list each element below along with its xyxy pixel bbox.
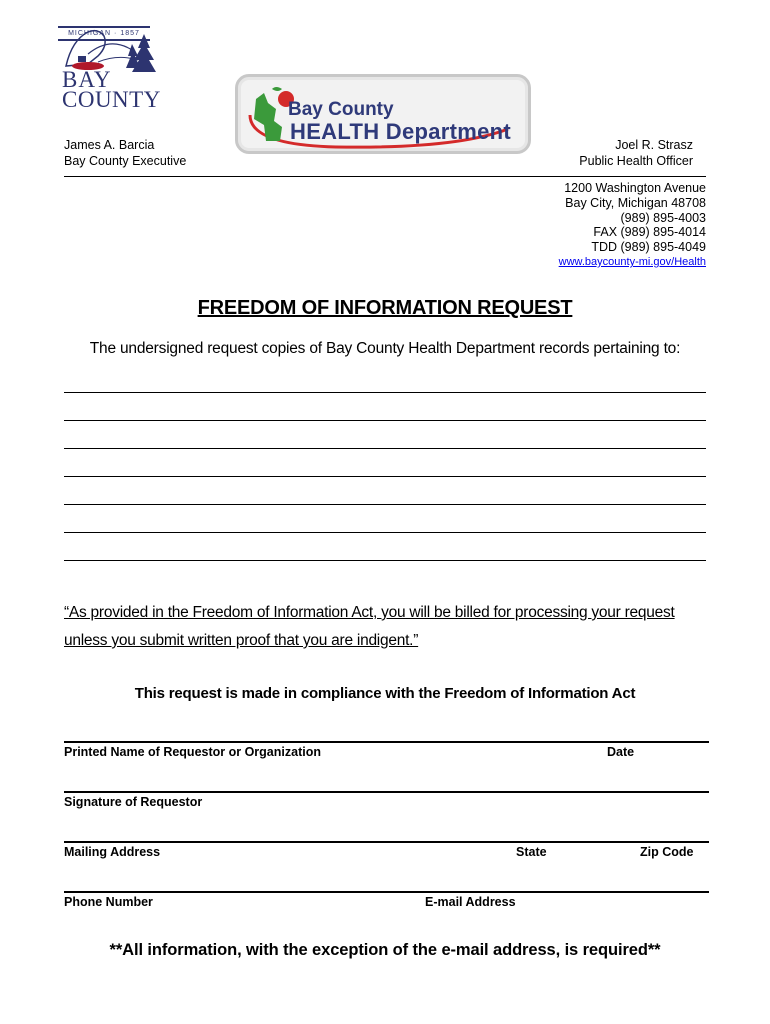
form-title: FREEDOM OF INFORMATION REQUEST [197,297,573,319]
health-department-logo [235,74,531,154]
address-phone: (989) 895-4003 [620,210,706,225]
health-logo-line1: Bay County [288,99,394,120]
county-executive-name: James A. Barcia [64,138,155,152]
county-executive-title: Bay County Executive [64,154,187,168]
request-line[interactable] [64,476,706,477]
zip-code-label: Zip Code [640,845,694,859]
health-officer-block [579,137,693,169]
health-officer-name: Joel R. Strasz [615,138,693,152]
address-street: 1200 Washington Avenue [564,181,706,195]
state-label: State [516,845,547,859]
request-line[interactable] [64,420,706,421]
email-address-label: E-mail Address [425,895,516,909]
form-intro: The undersigned request copies of Bay County Health Department records pertaining to: [89,340,681,357]
county-logo-bay: BAY [62,67,112,92]
county-executive-block [64,137,186,169]
request-line[interactable] [64,448,706,449]
county-logo-county: COUNTY [62,87,161,112]
health-officer-title: Public Health Officer [579,154,693,168]
billing-notice [64,599,724,655]
signature-label: Signature of Requestor [64,795,203,809]
request-line[interactable] [64,532,706,533]
address-fax: FAX (989) 895-4014 [593,225,706,240]
address-city: Bay City, Michigan 48708 [565,195,706,210]
department-address [559,181,706,270]
health-logo-line2: HEALTH Department [290,119,512,144]
phone-number-label: Phone Number [64,895,153,909]
mailing-address-field[interactable] [64,841,709,843]
date-label: Date [607,745,635,759]
signature-field[interactable] [64,791,709,793]
header-divider [64,176,706,177]
county-logo-michigan: MICHIGAN · 1857 [58,26,150,41]
request-line[interactable] [64,392,706,393]
mailing-address-label: Mailing Address [64,845,161,859]
compliance-statement: This request is made in compliance with the Freedom of Information Act [134,685,636,702]
phone-email-field[interactable] [64,891,709,893]
address-tdd: TDD (989) 895-4049 [591,240,706,255]
request-line[interactable] [64,504,706,505]
bay-county-logo [58,26,162,122]
printed-name-field[interactable] [64,741,709,743]
billing-notice-line1: “As provided in the Freedom of Information Act, you will be billed for processing your request [64,604,675,621]
website-link[interactable]: www.baycounty-mi.gov/Health [558,255,706,268]
billing-notice-line2: unless you submit written proof that you are indigent.” [64,632,419,649]
request-line[interactable] [64,560,706,561]
required-note: **All information, with the exception of the e-mail address, is required** [109,941,661,959]
printed-name-label: Printed Name of Requestor or Organization [64,745,321,759]
